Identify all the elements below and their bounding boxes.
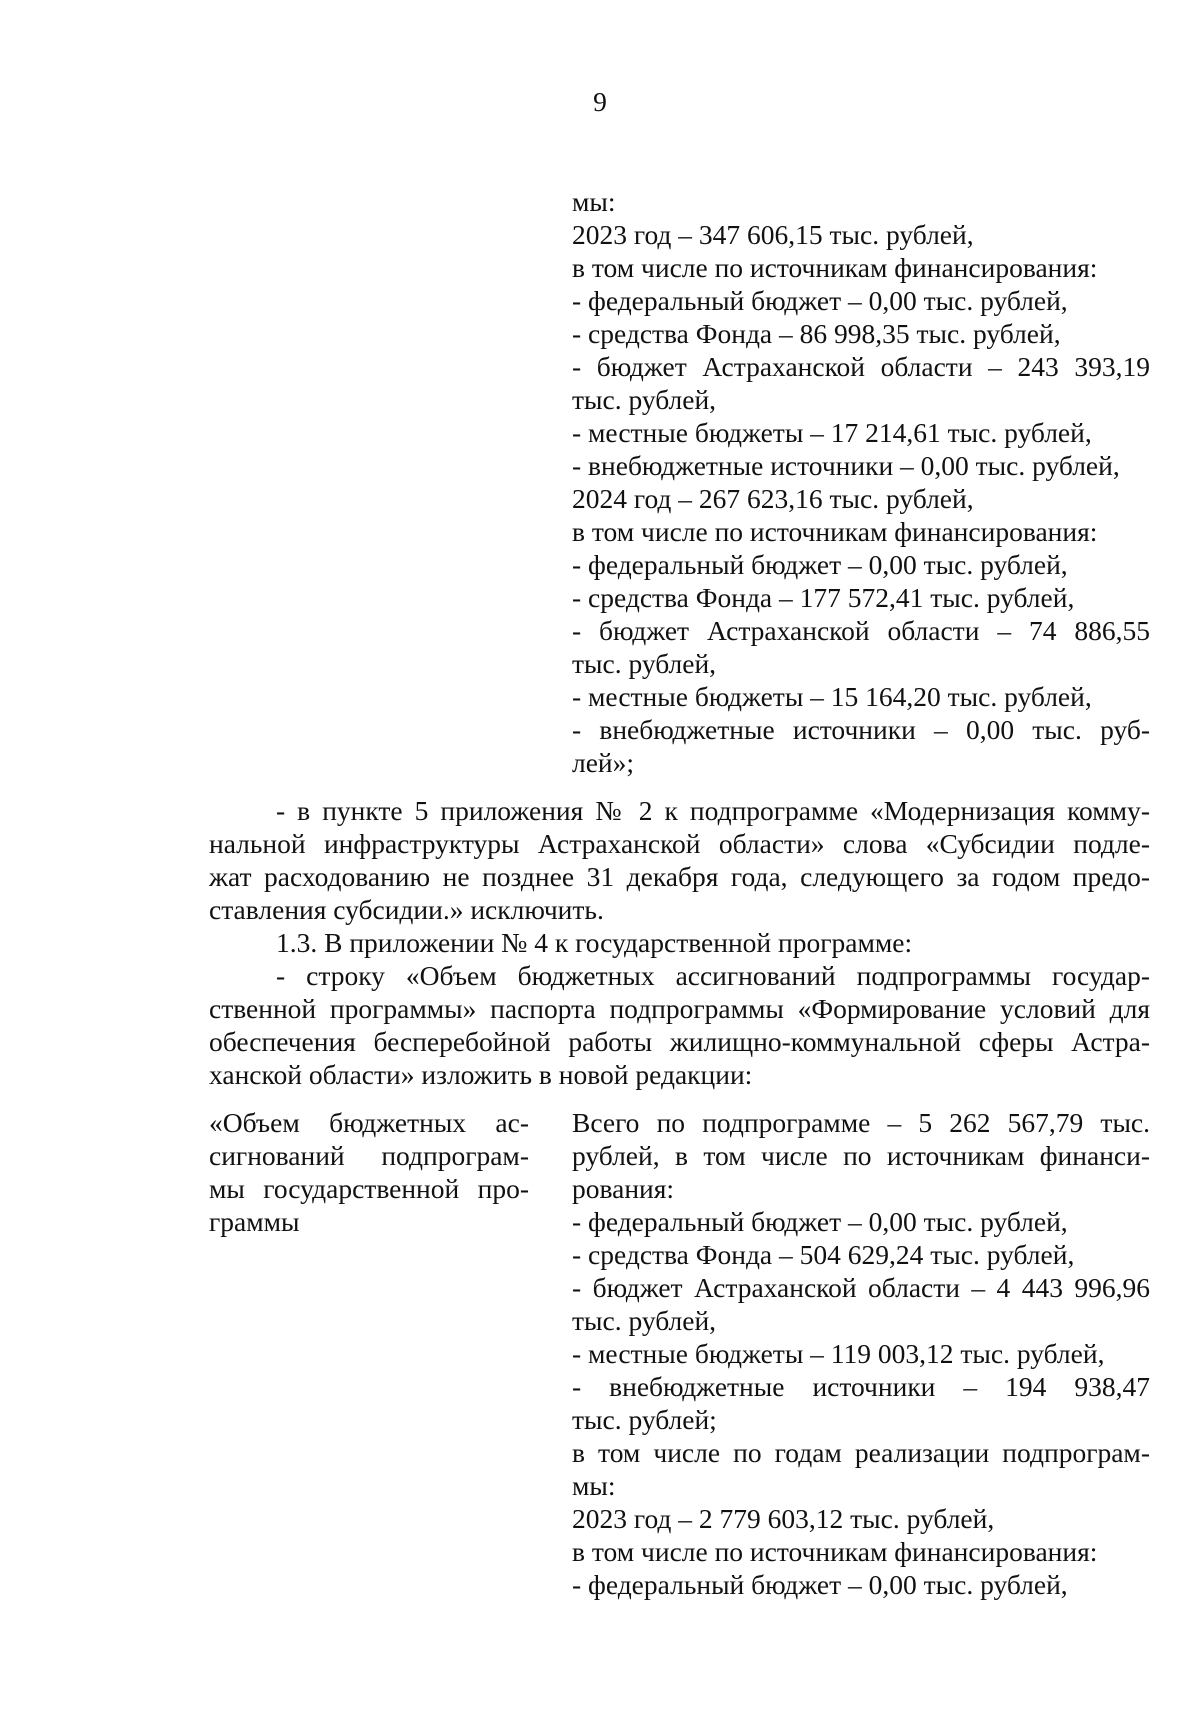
text-line: - бюджет Астраханской области – 74 886,55 <box>572 615 1150 646</box>
table-right-line: - местные бюджеты – 119 003,12 тыс. рублей, <box>572 1338 1105 1369</box>
table-left-line: «Объем бюджетных ас- <box>209 1107 529 1138</box>
table-left-line: мы государственной про- <box>209 1173 529 1204</box>
text-line: в том числе по источникам финансирования: <box>572 252 1098 283</box>
table-left-line: граммы <box>209 1206 300 1237</box>
text-line: 2023 год – 347 606,15 тыс. рублей, <box>572 219 974 250</box>
text-line: лей»; <box>572 747 635 778</box>
table-right-line: тыс. рублей; <box>572 1404 717 1435</box>
text-line: тыс. рублей, <box>572 384 717 415</box>
paragraph-line: - в пункте 5 приложения № 2 к подпрограмме «Модернизация комму- <box>276 795 1150 826</box>
paragraph-line: ставления субсидии.» исключить. <box>209 894 604 925</box>
table-right-line: - бюджет Астраханской области – 4 443 996,96 <box>572 1272 1150 1303</box>
table-right-line: в том числе по источникам финансирования: <box>572 1536 1098 1567</box>
text-line: тыс. рублей, <box>572 648 717 679</box>
table-right-line: Всего по подпрограмме – 5 262 567,79 тыс. <box>572 1107 1150 1138</box>
page-number: 9 <box>593 86 607 117</box>
table-right-line: - средства Фонда – 504 629,24 тыс. рублей, <box>572 1239 1075 1270</box>
text-line: - средства Фонда – 86 998,35 тыс. рублей, <box>572 318 1061 349</box>
text-line: 2024 год – 267 623,16 тыс. рублей, <box>572 483 974 514</box>
text-line: - внебюджетные источники – 0,00 тыс. рублей, <box>572 450 1120 481</box>
paragraph-line: 1.3. В приложении № 4 к государственной программе: <box>276 927 913 958</box>
table-right-line: рублей, в том числе по источникам финанси- <box>572 1140 1150 1171</box>
text-line: - федеральный бюджет – 0,00 тыс. рублей, <box>572 549 1068 580</box>
paragraph-line: - строку «Объем бюджетных ассигнований подпрограммы государ- <box>276 960 1150 991</box>
table-right-line: в том числе по годам реализации подпрограм- <box>572 1437 1150 1468</box>
table-right-line: тыс. рублей, <box>572 1305 717 1336</box>
text-line: - федеральный бюджет – 0,00 тыс. рублей, <box>572 285 1068 316</box>
table-right-line: - внебюджетные источники – 194 938,47 <box>572 1371 1150 1402</box>
text-line: - местные бюджеты – 15 164,20 тыс. рублей, <box>572 681 1092 712</box>
paragraph-line: ственной программы» паспорта подпрограммы «Формирование условий для <box>209 993 1150 1024</box>
paragraph-line: обеспечения бесперебойной работы жилищно-коммунальной сферы Астра- <box>209 1026 1150 1057</box>
paragraph-line: ханской области» изложить в новой редакции: <box>209 1059 753 1090</box>
text-line: - внебюджетные источники – 0,00 тыс. руб- <box>572 714 1150 745</box>
text-line: - местные бюджеты – 17 214,61 тыс. рублей, <box>572 417 1092 448</box>
text-line: мы: <box>572 186 616 217</box>
text-line: - средства Фонда – 177 572,41 тыс. рублей, <box>572 582 1075 613</box>
paragraph-line: жат расходованию не позднее 31 декабря года, следующего за годом предо- <box>209 861 1150 892</box>
table-right-line: рования: <box>572 1173 675 1204</box>
table-right-line: - федеральный бюджет – 0,00 тыс. рублей, <box>572 1569 1068 1600</box>
table-right-line: - федеральный бюджет – 0,00 тыс. рублей, <box>572 1206 1068 1237</box>
text-line: - бюджет Астраханской области – 243 393,19 <box>572 351 1150 382</box>
table-left-line: сигнований подпрограм- <box>209 1140 529 1171</box>
table-right-line: 2023 год – 2 779 603,12 тыс. рублей, <box>572 1503 995 1534</box>
paragraph-line: нальной инфраструктуры Астраханской области» слова «Субсидии подле- <box>209 828 1150 859</box>
table-right-line: мы: <box>572 1470 616 1501</box>
text-line: в том числе по источникам финансирования: <box>572 516 1098 547</box>
